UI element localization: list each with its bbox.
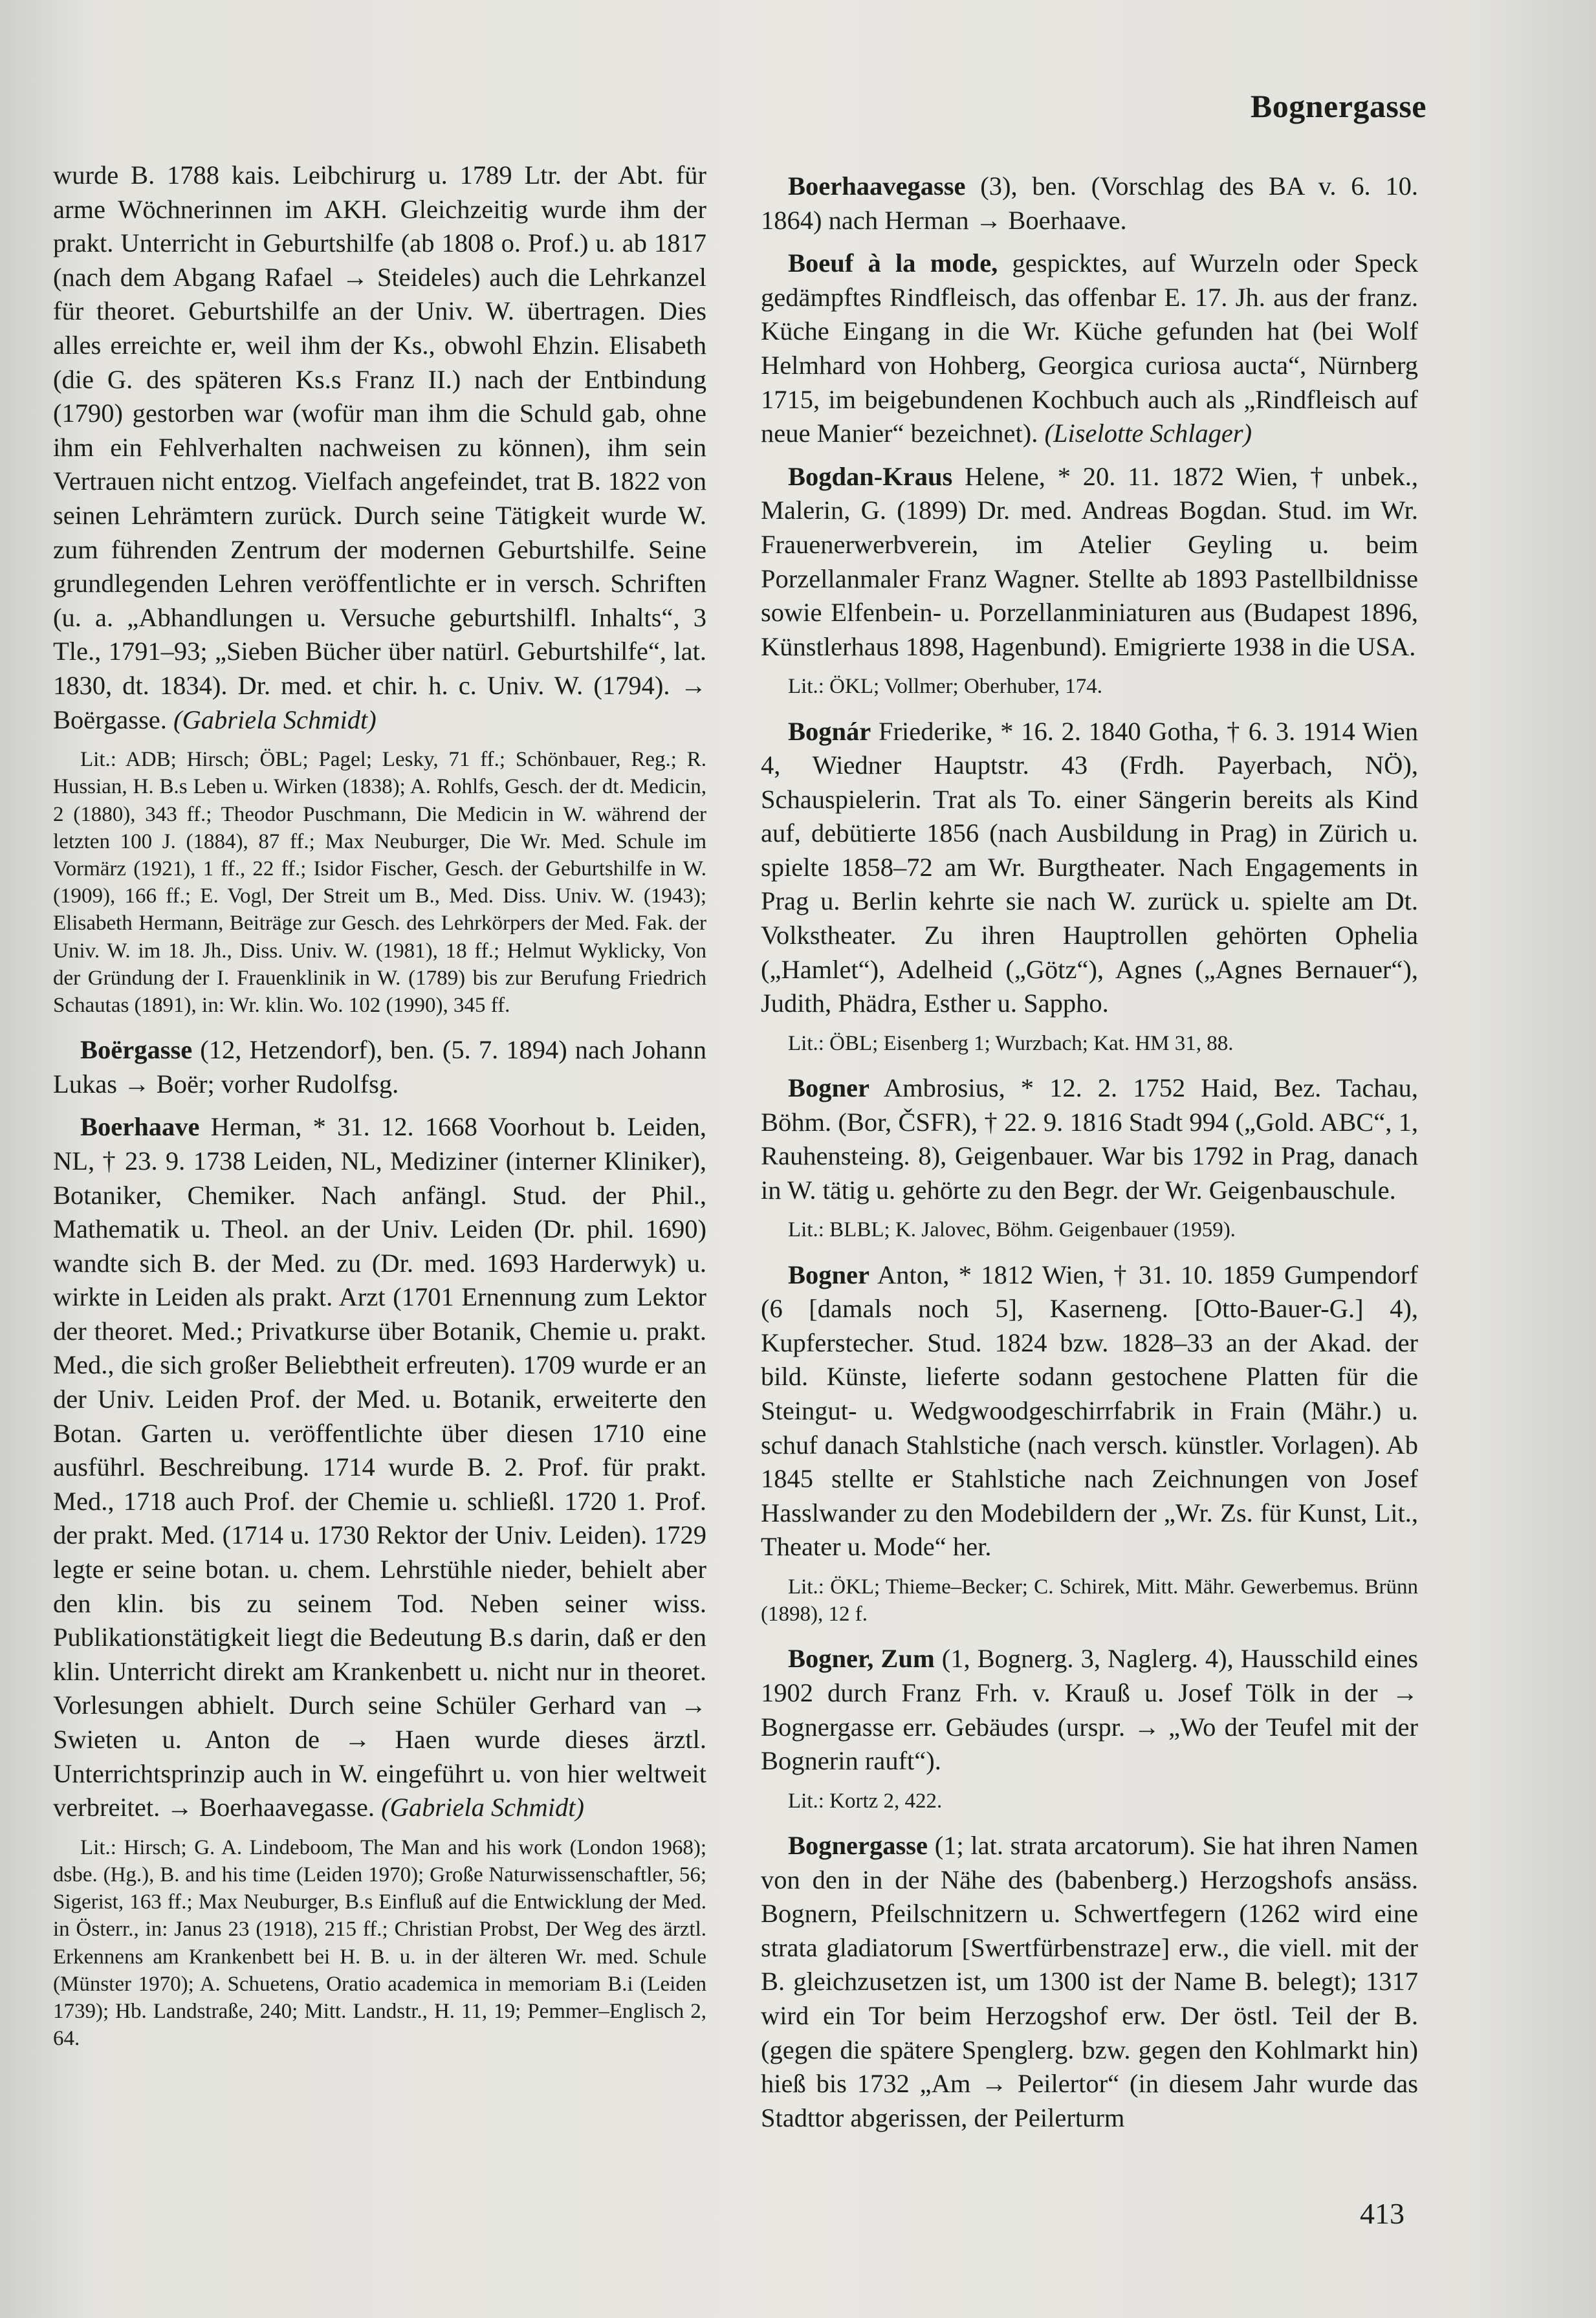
entry-text: (3), ben. (Vorschlag des BA v. 6. 10. 1864) nach Herman → Boerhaave.	[761, 171, 1418, 235]
entry-bognergasse	[761, 1829, 1418, 2135]
entry-text: Anton, * 1812 Wien, † 31. 10. 1859 Gumpendorf (6 [damals noch 5], Kaserneng. [Otto-Bauer-G.] 4), Kupferstecher. Stud. 1824 bzw. 1828–33 an der Akad. der bild. Künste, lieferte sodann gestochene Platten für die Steingut- u. Wedgwoodgeschirrfabrik in Frain (Mähr.) u. schuf danach Stahlstiche (nach versch. künstler. Vorlagen). Ab 1845 stellte er Stahlstiche nach Zeichnungen von Josef Hasslwander zu den Modebildern der „Wr. Zs. für Kunst, Lit., Theater u. Mode“ her.	[761, 1260, 1418, 1562]
entry-boerhaavegasse	[761, 169, 1418, 237]
entry-text: wurde B. 1788 kais. Leibchirurg u. 1789 Ltr. der Abt. für arme Wöchnerinnen im AKH. Gleichzeitig wurde ihm der prakt. Unterricht in Geburtshilfe (ab 1808 o. Prof.) u. ab 1817 (nach dem Abgang Rafael → Steideles) auch die Lehrkanzel für theoret. Geburtshilfe an der Univ. W. übertragen. Dies alles erreichte er, weil ihm der Ks., obwohl Ehzin. Elisabeth (die G. des späteren Ks.s Franz II.) nach der Entbindung (1790) gestorben war (wofür man ihm die Schuld gab, ohne ihm ein Fehlverhalten nachweisen zu können), ihm sein Vertrauen nicht entzog. Vielfach angefeindet, trat B. 1822 von seinen Lehrämtern zurück. Durch seine Tätigkeit wurde W. zum führenden Zentrum der modernen Geburtshilfe. Seine grundlegenden Lehren veröffentlichte er in versch. Schriften (u. a. „Abhandlungen u. Versuche geburtshilfl. Inhalts“, 3 Tle., 1791–93; „Sieben Bücher über natürl. Geburtshilfe“, lat. 1830, dt. 1834). Dr. med. et chir. h. c. Univ. W. (1794). → Boërgasse.	[53, 160, 706, 734]
entry-literature: Lit.: Kortz 2, 422.	[788, 1789, 943, 1813]
entry-headword: Bogner, Zum	[788, 1644, 935, 1674]
entry-literature: Lit.: ADB; Hirsch; ÖBL; Pagel; Lesky, 71 ff.; Schönbauer, Reg.; R. Hussian, H. B.s Leben u. Wirken (1838); A. Rohlfs, Gesch. der dt. Medicin, 2 (1880), 343 ff.; Theodor Puschmann, Die Medicin in W. während der letzten 100 J. (1884), 87 ff.; Max Neuburger, Die Wr. Med. Schule im Vormärz (1921), 1 ff., 22 ff.; Isidor Fischer, Gesch. der Geburtshilfe in W. (1909), 166 ff.; E. Vogl, Der Streit um B., Med. Diss. Univ. W. (1943); Elisabeth Hermann, Beiträge zur Gesch. des Lehrkörpers der Med. Fak. der Univ. W. im 18. Jh., Diss. Univ. W. (1981), 18 ff.; Helmut Wyklicky, Von der Gründung der I. Frauenklinik in W. (1789) bis zur Berufung Friedrich Schautas (1891), in: Wr. klin. Wo. 102 (1990), 345 ff.	[53, 748, 706, 1017]
entry-text: Ambrosius, * 12. 2. 1752 Haid, Bez. Tachau, Böhm. (Bor, ČSFR), † 22. 9. 1816 Stadt 994 („Gold. ABC“, 1, Rauhensteing. 8), Geigenbauer. War bis 1792 in Prag, danach in W. tätig u. gehörte zu den Begr. der Wr. Geigenbauschule.	[761, 1073, 1419, 1205]
entry-boergasse	[53, 1033, 706, 1101]
entry-literature: Lit.: ÖKL; Vollmer; Oberhuber, 174.	[788, 675, 1102, 699]
entry-text: Herman, * 31. 12. 1668 Voorhout b. Leiden, NL, † 23. 9. 1738 Leiden, NL, Mediziner (interner Kliniker), Botaniker, Chemiker. Nach anfängl. Stud. der Phil., Mathematik u. Theol. an der Univ. Leiden (Dr. phil. 1690) wandte sich B. der Med. zu (Dr. med. 1693 Harderwyk) u. wirkte in Leiden als prakt. Arzt (1701 Ernennung zum Lektor der theoret. Med.; Privatkurse über Botanik, Chemie u. prakt. Med., die sich großer Beliebtheit erfreuten). 1709 wurde er an der Univ. Leiden Prof. der Med. u. Botanik, erweiterte den Botan. Garten u. veröffentlichte über diesen 1710 eine ausführl. Beschreibung. 1714 wurde B. 2. Prof. für prakt. Med., 1718 auch Prof. der Chemie u. schließl. 1720 1. Prof. der prakt. Med. (1714 u. 1730 Rektor der Univ. Leiden). 1729 legte er seine botan. u. chem. Lehrstühle nieder, behielt aber den klin. bis zu seinem Tod. Neben seiner wiss. Publikationstätigkeit liegt die Bedeutung B.s darin, daß er den klin. Unterricht direkt am Krankenbett u. nicht nur in theoret. Vorlesungen abhielt. Durch seine Schüler Gerhard van → Swieten u. Anton de → Haen wurde dieses ärztl. Unterrichtsprinzip auch in W. eingeführt u. von hier weltweit verbreitet. → Boerhaavegasse.	[53, 1112, 706, 1822]
page-number: 413	[1360, 2197, 1405, 2230]
right-column	[761, 169, 1418, 2144]
entry-author: (Gabriela Schmidt)	[173, 705, 377, 734]
entry-text: (12, Hetzendorf), ben. (5. 7. 1894) nach Johann Lukas → Boër; vorher Rudolfsg.	[53, 1035, 707, 1099]
entry-boerhaave	[53, 1110, 706, 1824]
entry-headword: Boeuf à la mode,	[788, 248, 998, 278]
entry-author: (Gabriela Schmidt)	[381, 1793, 584, 1822]
entry-headword: Boërgasse	[80, 1035, 193, 1065]
entry-literature: Lit.: ÖBL; Eisenberg 1; Wurzbach; Kat. HM 31, 88.	[788, 1031, 1234, 1055]
entry-bogner-zum	[761, 1642, 1418, 1778]
entry-text: Helene, * 20. 11. 1872 Wien, † unbek., Malerin, G. (1899) Dr. med. Andreas Bogdan. Stud. im Wr. Frauenerwerbverein, im Atelier Geyling u. beim Porzellanmaler Franz Wagner. Stellte ab 1893 Pastellbildnisse sowie Elfenbein- u. Porzellanminiaturen aus (Budapest 1896, Künstlerhaus 1898, Hagenbund). Emigrierte 1938 in die USA.	[761, 461, 1418, 661]
entry-text: (1, Bognerg. 3, Naglerg. 4), Hausschild eines 1902 durch Franz Frh. v. Krauß u. Josef Tölk in der → Bognergasse err. Gebäudes (urspr. → „Wo der Teufel mit der Bognerin rauft“).	[761, 1644, 1419, 1776]
running-head: Bognergasse	[1250, 88, 1427, 124]
entry-bognar	[761, 715, 1418, 1021]
entry-headword: Bogdan-Kraus	[788, 461, 953, 491]
entry-headword: Bognergasse	[788, 1830, 928, 1860]
entry-headword: Boerhaave	[80, 1112, 200, 1142]
entry-text: gespicktes, auf Wurzeln oder Speck gedämpftes Rindfleisch, das offenbar E. 17. Jh. aus der franz. Küche Eingang in die Wr. Küche gefunden hat (bei Wolf Helmhard von Hohberg, Georgica curiosa aucta“, Nürnberg 1715, im beigebundenen Kochbuch auch als „Rindfleisch auf neue Manier“ bezeichnet).	[761, 248, 1419, 448]
entry-bogner-anton	[761, 1258, 1418, 1564]
entry-boeuf-a-la-mode	[761, 246, 1418, 451]
entry-headword: Boerhaavegasse	[788, 171, 966, 201]
entry-boer-continuation	[53, 159, 706, 737]
entry-literature: Lit.: BLBL; K. Jalovec, Böhm. Geigenbauer (1959).	[788, 1218, 1236, 1242]
entry-text: Friederike, * 16. 2. 1840 Gotha, † 6. 3. 1914 Wien 4, Wiedner Hauptstr. 43 (Frdh. Payerbach, NÖ), Schauspielerin. Trat als To. einer Sängerin bereits als Kind auf, debütierte 1856 (nach Ausbildung in Prag) in Zürich u. spielte 1858–72 am Wr. Burgtheater. Nach Engagements in Prag u. Berlin kehrte sie nach W. zurück u. spielte am Dt. Volkstheater. Zu ihren Hauptrollen gehörten Ophelia („Hamlet“), Adelheid („Götz“), Agnes („Agnes Bernauer“), Judith, Phädra, Esther u. Sappho.	[761, 716, 1418, 1018]
left-column	[53, 159, 706, 2066]
entry-literature: Lit.: ÖKL; Thieme–Becker; C. Schirek, Mitt. Mähr. Gewerbemus. Brünn (1898), 12 f.	[761, 1575, 1418, 1626]
entry-headword: Bogner	[788, 1073, 869, 1103]
entry-text: (1; lat. strata arcatorum). Sie hat ihren Namen von den in der Nähe des (babenberg.) Herzogshofs ansäss. Bognern, Pfeilschnitzern u. Schwertfegern (1262 wird eine strata gladiatorum [Swertfürbenstraze] erw., die viell. mit der B. gleichzusetzen ist, um 1300 ist der Name B. belegt); 1317 wird ein Tor beim Herzogshof erw. Der östl. Teil der B. (gegen die spätere Spenglerg. bzw. gegen den Kohlmarkt hin) hieß bis 1732 „Am → Peilertor“ (in diesem Jahr wurde das Stadttor abgerissen, der Peilerturm	[761, 1830, 1419, 2132]
entry-bogner-ambrosius	[761, 1071, 1418, 1207]
entry-literature: Lit.: Hirsch; G. A. Lindeboom, The Man and his work (London 1968); dsbe. (Hg.), B. and his time (Leiden 1970); Große Naturwissenschaftler, 56; Sigerist, 163 ff.; Max Neuburger, B.s Einfluß auf die Entwicklung der Med. in Österr., in: Janus 23 (1918), 215 ff.; Christian Probst, Der Weg des ärztl. Erkennens am Krankenbett bei H. B. u. in der älteren Wr. med. Schule (Münster 1970); A. Schuetens, Oratio academica in memoriam B.i (Leiden 1739); Hb. Landstraße, 240; Mitt. Landstr., H. 11, 19; Pemmer–Englisch 2, 64.	[53, 1835, 706, 2051]
entry-headword: Bognár	[788, 716, 871, 746]
entry-headword: Bogner	[788, 1260, 869, 1289]
entry-bogdan-kraus	[761, 460, 1418, 664]
entry-author: (Liselotte Schlager)	[1044, 419, 1252, 448]
